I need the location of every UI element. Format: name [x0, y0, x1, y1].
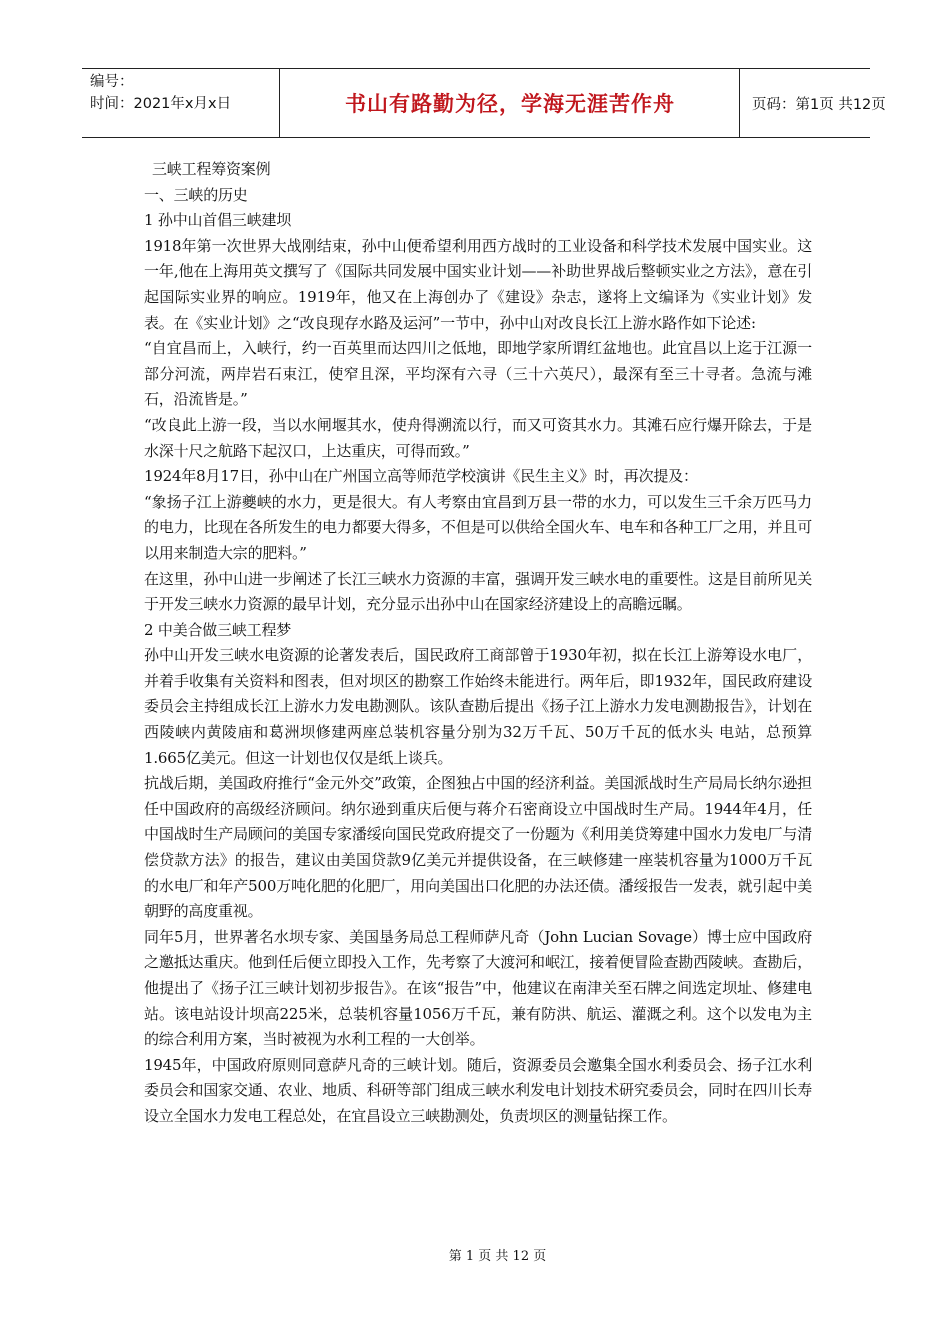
header-page-code: 页码：第1页 共12页 [752, 96, 886, 113]
quote-paragraph: “自宜昌而上，入峡行，约一百英里而达四川之低地，即地学家所谓红盆地也。此宜昌以上迄于江源一部分河流，两岸岩石束江，使窄且深，平均深有六寻（三十六英尺），最深有至三十寻者。急流与滩石，沿流皆是。” [144, 339, 812, 409]
document-number-label: 编号： [90, 74, 134, 90]
quote-paragraph: “改良此上游一段，当以水闸堰其水，使舟得溯流以行，而又可资其水力。其滩石应行爆开除去，于是水深十尺之航路下起汉口，上达重庆，可得而致。” [144, 415, 812, 460]
footer-page-number: 第 1 页 共 12 页 [448, 1249, 547, 1264]
header-motto: 书山有路勤为径，学海无涯苦作舟 [345, 92, 675, 116]
paragraph: 同年5月，世界著名水坝专家、美国垦务局总工程师萨凡奇（John Lucian Sovage）博士应中国政府之邀抵达重庆。他到任后便立即投入工作，先考察了大渡河和岷江，接着便冒险查勘西陵峡。查勘后，他提出了《扬子江三峡计划初步报告》。在该“报告”中，他建议在南津关至石牌之间选定坝址、修建电站。该电站设计坝高225米，总装机容量1056万千瓦，兼有防洪、航运、灌溉之利。这个以发电为主的综合利用方案，当时被视为水利工程的一大创举。 [144, 927, 812, 1049]
paragraph: 孙中山开发三峡水电资源的论著发表后，国民政府工商部曾于1930年初，拟在长江上游筹设水电厂，并着手收集有关资料和图表，但对坝区的勘察工作始终未能进行。两年后，即1932年，国民政府建设委员会主持组成长江上游水力发电勘测队。该队查勘后提出《扬子江上游水力发电测勘报告》，计划在西陵峡内黄陵庙和葛洲坝修建两座总装机容量分别为32万千瓦、50万千瓦的低水头 电站，总预算1.665亿美元。但这一计划也仅仅是纸上谈兵。 [144, 646, 812, 767]
subsection-heading: 1 孙中山首倡三峡建坝 [144, 211, 292, 230]
document-title: 三峡工程筹资案例 [152, 160, 271, 178]
paragraph: 1945年，中国政府原则同意萨凡奇的三峡计划。随后，资源委员会邀集全国水利委员会、扬子江水利委员会和国家交通、农业、地质、科研等部门组成三峡水利发电计划技术研究委员会，同时在四川长寿设立全国水力发电工程总处，在宜昌设立三峡勘测处，负责坝区的测量钻探工作。 [144, 1055, 812, 1125]
header-meta-cell [82, 69, 280, 137]
subsection-heading: 2 中美合做三峡工程梦 [144, 620, 292, 639]
page-footer [0, 1245, 950, 1264]
header-motto-cell [281, 69, 740, 137]
paragraph: 抗战后期，美国政府推行“金元外交”政策，企图独占中国的经济利益。美国派战时生产局局长纳尔逊担任中国政府的高级经济顾问。纳尔逊到重庆后便与蒋介石密商设立中国战时生产局。1944年4月，任中国战时生产局顾问的美国专家潘绥向国民党政府提交了一份题为《利用美贷筹建中国水力发电厂与清偿贷款方法》的报告，建议由美国贷款9亿美元并提供设备，在三峡修建一座装机容量为1000万千瓦的水电厂和年产500万吨化肥的化肥厂，用向美国出口化肥的办法还债。潘绥报告一发表，就引起中美朝野的高度重视。 [144, 774, 812, 921]
paragraph: 1918年第一次世界大战刚结束，孙中山便希望利用西方战时的工业设备和科学技术发展中国实业。这一年,他在上海用英文撰写了《国际共同发展中国实业计划——补助世界战后整顿实业之方法》，意在引起国际实业界的响应。1919年，他又在上海创办了《建设》杂志，遂将上文编译为《实业计划》发表。在《实业计划》之“改良现存水路及运河”一节中，孙中山对改良长江上游水路作如下论述: [144, 236, 812, 332]
document-body [144, 157, 812, 1130]
header-page-cell [740, 69, 886, 137]
paragraph: 1924年8月17日，孙中山在广州国立高等师范学校演讲《民生主义》时，再次提及： [144, 467, 698, 486]
quote-paragraph: “象扬子江上游夔峡的水力，更是很大。有人考察由宜昌到万县一带的水力，可以发生三千余万匹马力的电力，比现在各所发生的电力都要大得多，不但是可以供给全国火车、电车和各种工厂之用，并且可以用来制造大宗的肥料。” [144, 492, 812, 562]
document-date-label: 时间：2021年x月x日 [90, 96, 232, 112]
paragraph: 在这里，孙中山进一步阐述了长江三峡水力资源的丰富，强调开发三峡水电的重要性。这是目前所见关于开发三峡水力资源的最早计划，充分显示出孙中山在国家经济建设上的高瞻远瞩。 [144, 569, 812, 614]
page-header [82, 68, 886, 138]
section-heading: 一、三峡的历史 [144, 185, 248, 204]
